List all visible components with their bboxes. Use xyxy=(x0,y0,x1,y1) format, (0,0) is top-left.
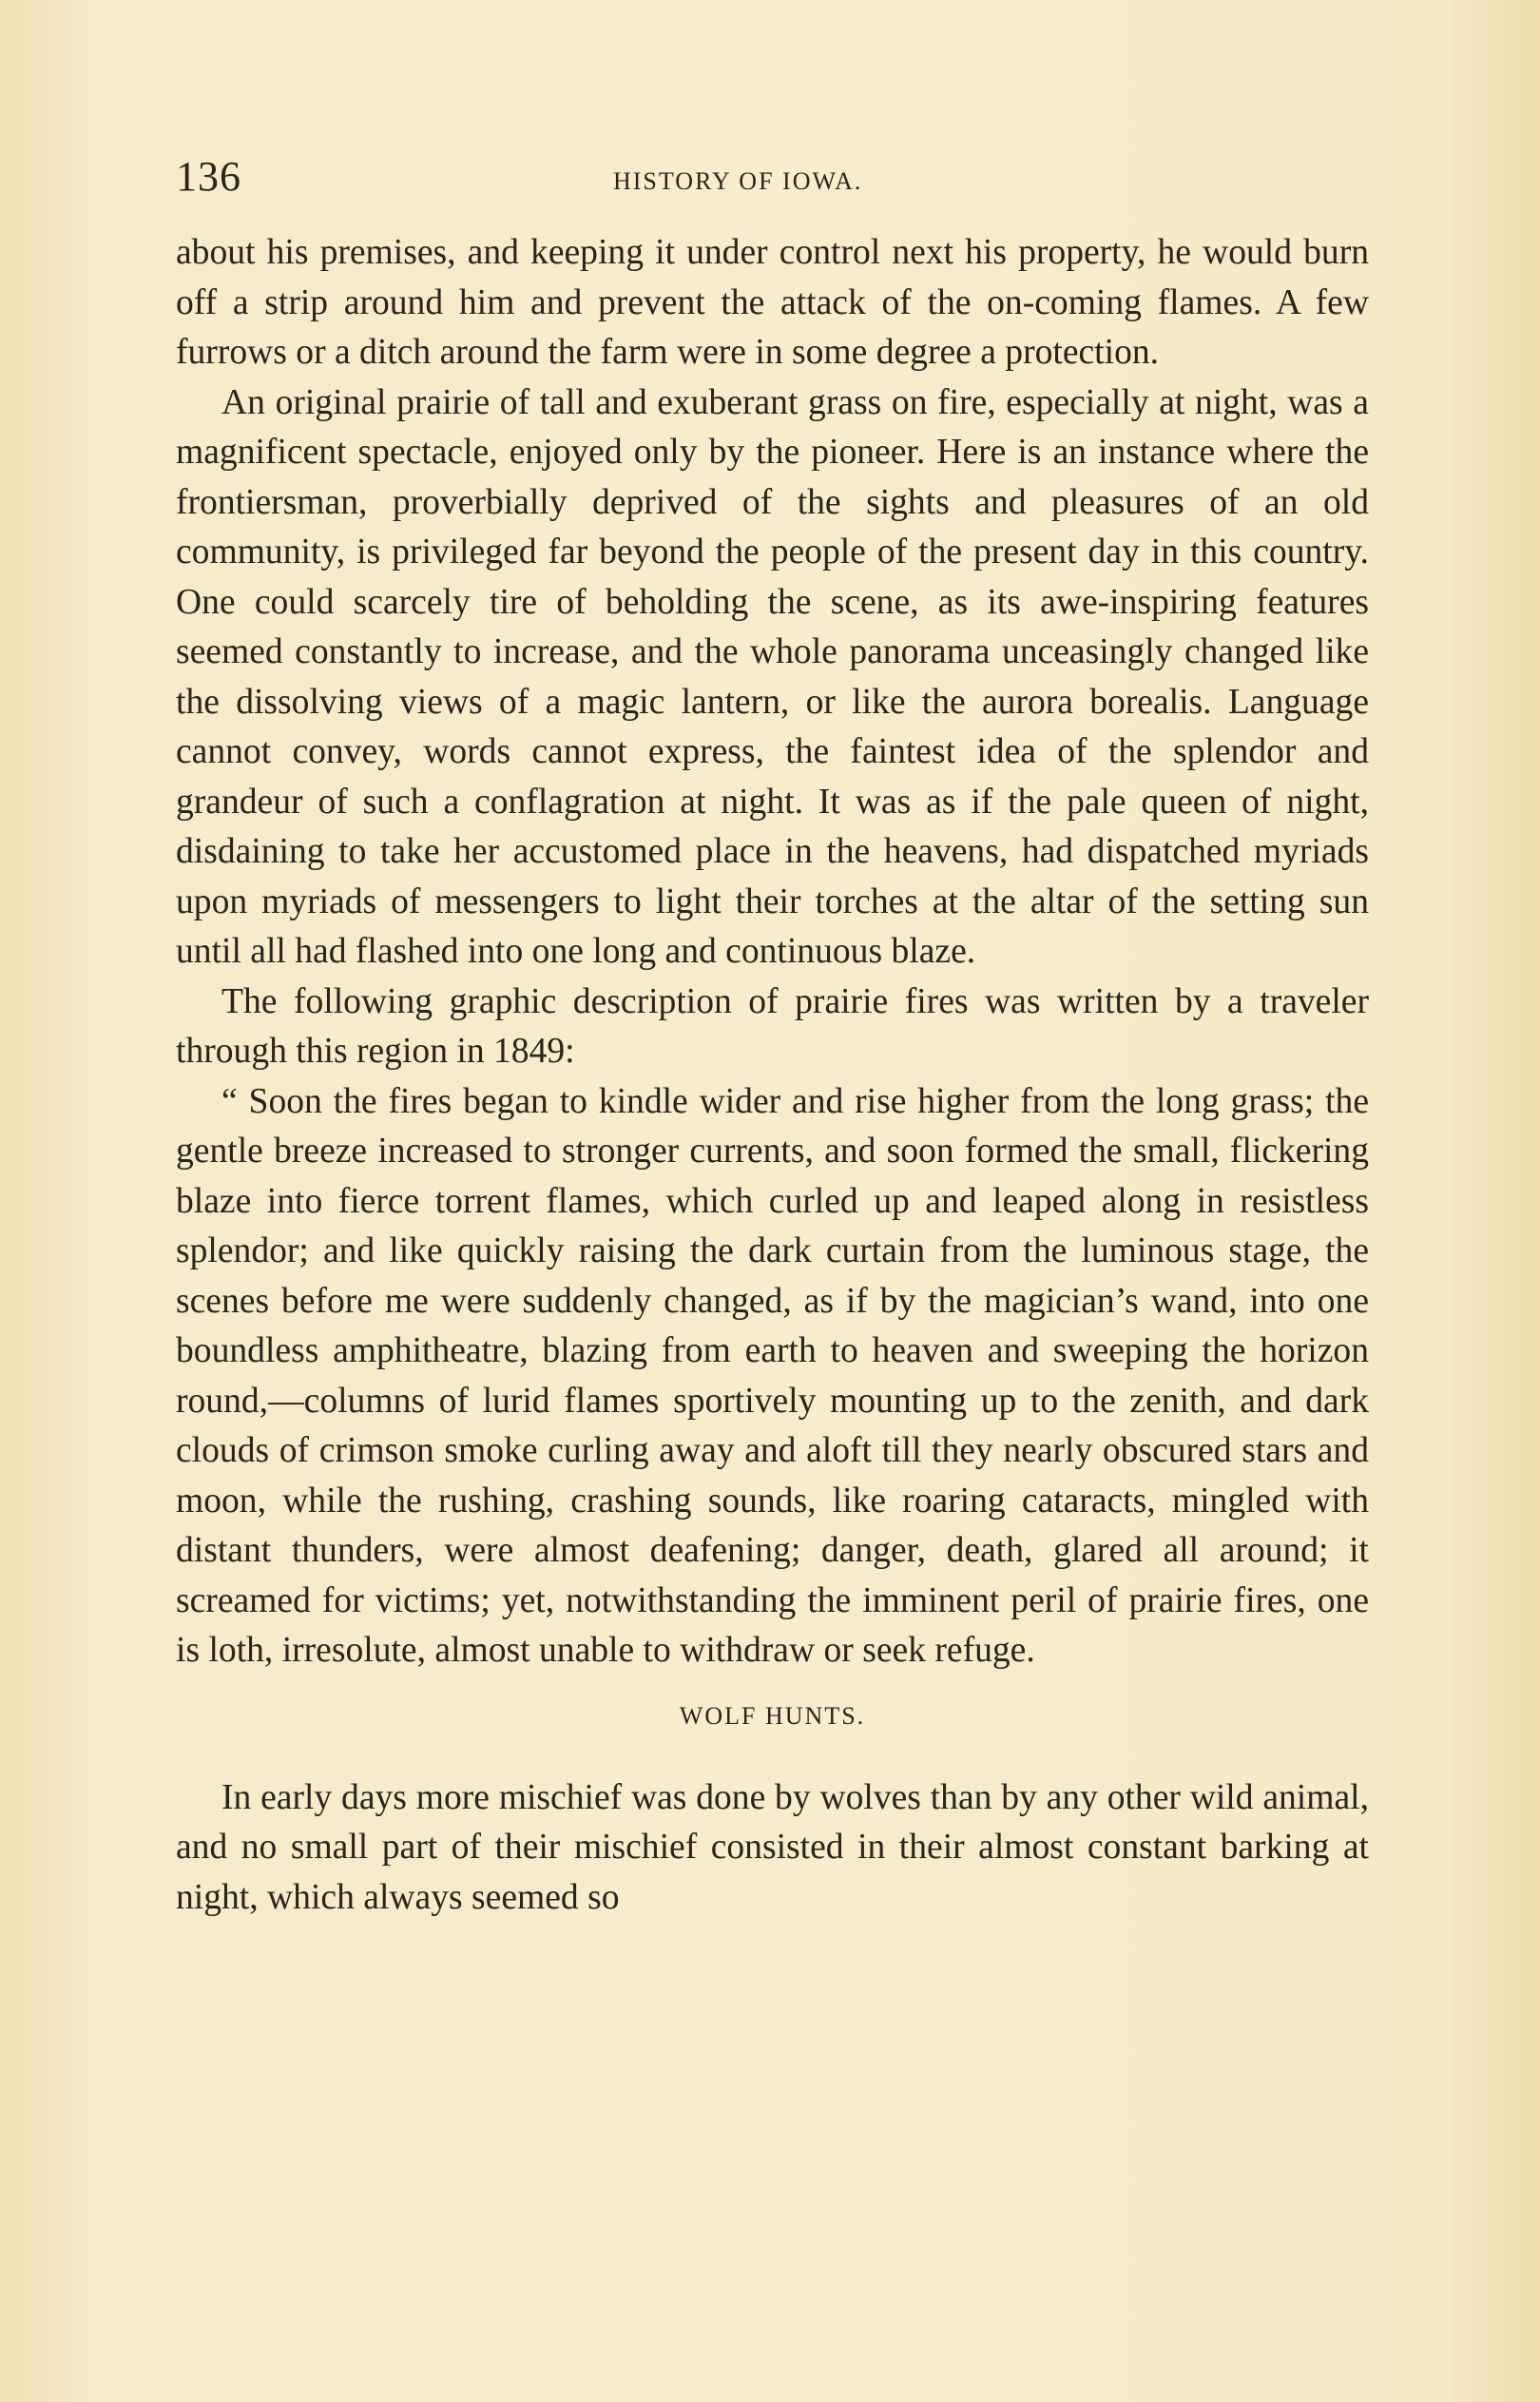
page-header xyxy=(176,152,1364,209)
running-title: HISTORY OF IOWA. xyxy=(613,167,863,195)
page-number: 136 xyxy=(176,153,241,200)
section-heading-wolf-hunts: WOLF HUNTS. xyxy=(679,1701,866,1730)
paragraph-traveler-quote: “ Soon the fires began to kindle wider and rise higher from the long grass; the gentle breeze increased to stronger currents, and soon formed the small, flickering blaze into fierce torrent flames, which curled up and leaped along in resistless splendor; and like quickly raising the dark curtain from the luminous stage, the scenes before me were suddenly changed, as if by the magician’s wand, into one boundless amphitheatre, blazing from earth to heaven and sweeping the horizon round,—columns of lurid flames sportively mounting up to the zenith, and dark clouds of crimson smoke curling away and aloft till they nearly obscured stars and moon, while the rushing, crashing sounds, like roaring cataracts, mingled with distant thunders, were almost deafening; danger, death, glared all around; it screamed for victims; yet, notwithstanding the imminent peril of prairie fires, one is loth, irresolute, almost unable to withdraw or seek refuge. xyxy=(176,1081,1369,1670)
paragraph-prairie-fire: An original prairie of tall and exuberant grass on fire, especially at night, was a magnificent spectacle, enjoyed only by the pioneer. Here is an instance where the frontiersman, proverbially deprived of the sights and pleasures of an old community, is privileged far beyond the people of the present day in this country. One could scarcely tire of beholding the scene, as its awe-inspiring features seemed constantly to increase, and the whole panorama unceasingly changed like the dissolving views of a magic lantern, or like the aurora borealis. Language cannot convey, words cannot express, the faintest idea of the splendor and grandeur of such a conflagration at night. It was as if the pale queen of night, disdaining to take her accustomed place in the heavens, had dispatched myriads upon myriads of messengers to light their torches at the altar of the setting sun until all had flashed into one long and continuous blaze. xyxy=(176,382,1369,971)
body-text xyxy=(176,228,1369,1923)
paragraph-wolves: In early days more mischief was done by wolves than by any other wild animal, and no small part of their mischief consisted in their almost constant barking at night, which always seemed so xyxy=(176,1777,1369,1917)
paragraph-description-intro: The following graphic description of prairie fires was written by a traveler through this region in 1849: xyxy=(176,981,1369,1071)
paragraph-continuation: about his premises, and keeping it under control next his property, he would burn off a strip around him and prevent the attack of the on-coming flames. A few furrows or a ditch around the farm were in some degree a protection. xyxy=(176,233,1369,372)
